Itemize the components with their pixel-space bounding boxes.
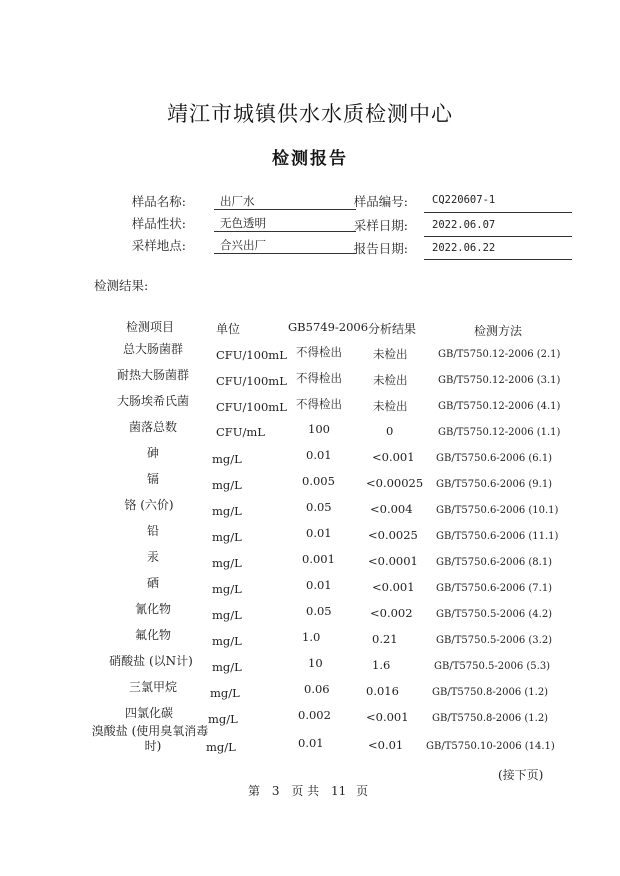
row-method: GB/T5750.12-2006 (3.1) <box>438 375 561 386</box>
row-unit: CFU/100mL <box>216 400 287 414</box>
page-prefix: 第 <box>248 784 261 798</box>
row-result: <0.00025 <box>366 476 424 490</box>
document-title: 检测报告 <box>272 149 348 169</box>
sample-location-label: 采样地点: <box>131 238 186 253</box>
row-result: 0.21 <box>372 632 398 646</box>
page-total: 11 <box>330 784 347 798</box>
sample-location-value: 合兴出厂 <box>220 238 266 252</box>
row-result: 0 <box>386 424 394 438</box>
row-standard: 0.01 <box>306 526 332 540</box>
sample-property-label: 样品性状: <box>131 216 186 231</box>
sample-name-label: 样品名称: <box>131 194 186 209</box>
row-method: GB/T5750.6-2006 (11.1) <box>436 531 559 542</box>
row-method: GB/T5750.5-2006 (3.2) <box>436 635 553 646</box>
row-item: 耐热大肠菌群 <box>116 368 189 382</box>
page-number <box>248 782 368 799</box>
row-unit: mg/L <box>208 712 238 726</box>
sample-property-value: 无色透明 <box>220 216 266 230</box>
row-result: <0.001 <box>372 580 415 594</box>
row-unit: mg/L <box>212 582 242 596</box>
row-standard: 1.0 <box>302 630 321 644</box>
row-unit: CFU/100mL <box>216 348 287 362</box>
row-unit: mg/L <box>212 478 242 492</box>
header-result: 分析结果 <box>368 322 417 336</box>
row-method: GB/T5750.6-2006 (10.1) <box>436 505 559 516</box>
row-item: 总大肠菌群 <box>122 342 183 356</box>
row-unit: CFU/100mL <box>216 374 287 388</box>
row-unit: mg/L <box>206 740 236 754</box>
row-method: GB/T5750.8-2006 (1.2) <box>432 687 549 698</box>
row-method: GB/T5750.8-2006 (1.2) <box>432 713 549 724</box>
row-result: <0.01 <box>368 738 404 752</box>
row-unit: mg/L <box>212 504 242 518</box>
row-standard: 0.001 <box>302 552 335 566</box>
row-result: <0.001 <box>372 450 415 464</box>
row-method: GB/T5750.6-2006 (9.1) <box>436 479 553 490</box>
row-item: 菌落总数 <box>128 420 177 434</box>
row-standard: 0.05 <box>306 604 332 618</box>
row-result: 未检出 <box>373 347 408 361</box>
row-item: 铅 <box>146 524 159 538</box>
row-item: 硒 <box>146 576 159 590</box>
row-method: GB/T5750.12-2006 (1.1) <box>438 427 561 438</box>
row-standard: 0.01 <box>306 578 332 592</box>
row-method: GB/T5750.5-2006 (5.3) <box>434 661 551 672</box>
row-method: GB/T5750.6-2006 (6.1) <box>436 453 553 464</box>
header-standard: GB5749-2006 <box>288 320 369 334</box>
header-item: 检测项目 <box>126 320 175 334</box>
report-date-label: 报告日期: <box>353 241 408 256</box>
row-result: <0.004 <box>370 502 413 516</box>
continued-note: (接下页) <box>498 768 544 782</box>
page-suffix: 页 <box>356 784 369 798</box>
row-standard: 0.005 <box>302 474 335 488</box>
row-unit: mg/L <box>212 452 242 466</box>
row-item: 氰化物 <box>134 602 171 616</box>
row-standard: 不得检出 <box>296 345 342 359</box>
row-result: 未检出 <box>373 399 408 413</box>
row-item: 汞 <box>146 550 159 564</box>
sample-number-label: 样品编号: <box>353 194 408 209</box>
row-item: 硝酸盐 (以N计) <box>109 654 193 668</box>
row-standard: 100 <box>308 422 330 436</box>
sample-date-label: 采样日期: <box>353 218 408 233</box>
row-method: GB/T5750.5-2006 (4.2) <box>436 609 553 620</box>
header-unit: 单位 <box>216 322 241 336</box>
sample-name-value: 出厂水 <box>220 194 255 208</box>
row-result: <0.001 <box>366 710 409 724</box>
row-result: <0.002 <box>370 606 413 620</box>
row-item: 四氯化碳 <box>124 706 173 720</box>
row-item-line2: 时) <box>144 739 162 753</box>
row-result: 1.6 <box>372 658 391 672</box>
page-mid: 页 共 <box>291 784 320 798</box>
page-current: 3 <box>271 784 280 798</box>
row-item: 镉 <box>146 472 159 486</box>
row-standard: 0.01 <box>306 448 332 462</box>
row-unit: mg/L <box>212 634 242 648</box>
row-unit: mg/L <box>212 556 242 570</box>
row-item-line1: 溴酸盐 (使用臭氧消毒 <box>91 724 209 738</box>
row-result: 未检出 <box>373 373 408 387</box>
row-standard: 0.002 <box>298 708 331 722</box>
row-item: 氟化物 <box>134 628 171 642</box>
sample-date-underline <box>424 235 572 237</box>
row-standard: 0.06 <box>304 682 330 696</box>
row-item: 铬 (六价) <box>124 498 174 512</box>
row-item: 三氯甲烷 <box>128 680 177 694</box>
row-standard: 0.05 <box>306 500 332 514</box>
row-standard: 不得检出 <box>296 371 342 385</box>
report-date-underline <box>424 258 572 260</box>
row-standard: 10 <box>308 656 323 670</box>
row-method: GB/T5750.6-2006 (8.1) <box>436 557 553 568</box>
row-item: 砷 <box>146 446 159 460</box>
row-method: GB/T5750.12-2006 (2.1) <box>438 349 561 360</box>
sample-number-underline <box>424 211 572 213</box>
row-standard: 0.01 <box>298 736 324 750</box>
row-result: 0.016 <box>366 684 399 698</box>
row-unit: mg/L <box>212 660 242 674</box>
row-item: 大肠埃希氏菌 <box>116 394 189 408</box>
results-heading: 检测结果: <box>94 278 149 293</box>
row-method: GB/T5750.10-2006 (14.1) <box>426 741 555 752</box>
row-unit: CFU/mL <box>216 425 265 439</box>
row-result: <0.0001 <box>368 554 418 568</box>
row-method: GB/T5750.12-2006 (4.1) <box>438 401 561 412</box>
row-unit: mg/L <box>212 608 242 622</box>
organization-title: 靖江市城镇供水水质检测中心 <box>167 102 453 126</box>
row-method: GB/T5750.6-2006 (7.1) <box>436 583 553 594</box>
row-unit: mg/L <box>210 686 240 700</box>
header-method: 检测方法 <box>474 324 523 338</box>
sample-date-value: 2022.06.07 <box>432 219 496 231</box>
sample-number-value: CQ220607-1 <box>432 194 496 206</box>
row-result: <0.0025 <box>368 528 418 542</box>
report-date-value: 2022.06.22 <box>432 242 496 254</box>
row-unit: mg/L <box>212 530 242 544</box>
row-standard: 不得检出 <box>296 397 342 411</box>
